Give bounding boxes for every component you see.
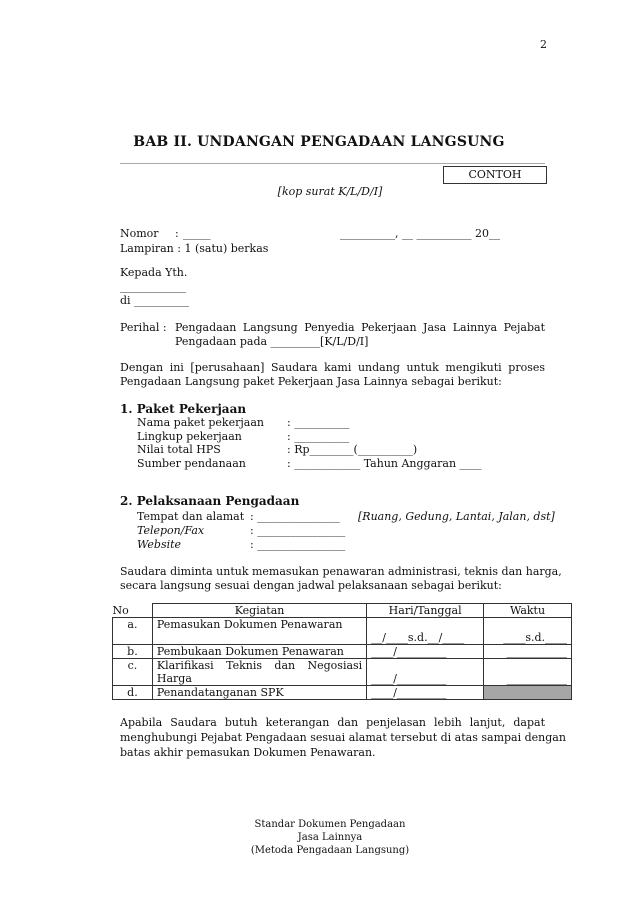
table-row (113, 686, 572, 700)
s2-note-0: [Ruang, Gedung, Lantai, Jalan, dst] (358, 510, 555, 523)
table-row (113, 618, 572, 645)
kepada-line3: di __________ (120, 294, 190, 307)
s1-label-3: Sumber pendanaan (137, 457, 246, 470)
th-kegiatan: Kegiatan (152, 604, 366, 618)
section2-heading: 2. Pelaksanaan Pengadaan (120, 494, 300, 508)
row-kegiatan: Pemasukan Dokumen Penawaran (152, 618, 366, 645)
kepada-line2: ____________ (120, 280, 186, 293)
perihal-line2: Pengadaan pada _________[K/L/D/I] (175, 335, 369, 348)
lampiran: Lampiran : 1 (satu) berkas (120, 242, 269, 255)
row-kegiatan: Pembukaan Dokumen Penawaran (152, 645, 366, 659)
footer (0, 818, 638, 857)
schedule-table (112, 603, 572, 700)
page-number: 2 (540, 38, 547, 51)
row-tanggal: ____/_________ (367, 686, 484, 700)
row-waktu: ___________ (484, 659, 572, 686)
nomor-sep: : (175, 227, 179, 240)
row-kegiatan (152, 659, 366, 686)
nomor-label: Nomor (120, 227, 159, 240)
footer-line2: Jasa Lainnya (297, 832, 363, 843)
page-title: BAB II. UNDANGAN PENGADAAN LANGSUNG (133, 134, 505, 150)
closing-line1: Apabila Saudara butuh keterangan dan penjelasan lebih lanjut, dapat (120, 716, 545, 729)
s1-label-2: Nilai total HPS (137, 443, 221, 456)
s1-value-3: : ____________ Tahun Anggaran ____ (287, 457, 482, 470)
table-header-row (113, 604, 572, 618)
s2-label-1: Telepon/Fax (137, 524, 205, 537)
letter-date: __________, __ __________ 20__ (340, 227, 500, 240)
s2-value-1: : ________________ (250, 524, 346, 537)
intro-line2: Pengadaan Langsung paket Pekerjaan Jasa Lainnya sebagai berikut: (120, 375, 502, 388)
perihal-label: Perihal : (120, 321, 167, 334)
perihal-line1: Pengadaan Langsung Penyedia Pekerjaan Jasa Lainnya Pejabat (175, 321, 545, 334)
section1-heading: 1. Paket Pekerjaan (120, 402, 247, 416)
s1-value-1: : __________ (287, 430, 350, 443)
intro-line1: Dengan ini [perusahaan] Saudara kami undang untuk mengikuti proses (120, 361, 545, 374)
nomor-value: _____ (183, 227, 211, 240)
s1-label-0: Nama paket pekerjaan (137, 416, 264, 429)
row-kegiatan-line1: Klarifikasi Teknis dan Negosiasi (156, 659, 363, 672)
kepada-line1: Kepada Yth. (120, 266, 188, 279)
footer-line3: (Metoda Pengadaan Langsung) (250, 845, 410, 856)
row-no: a. (113, 618, 153, 645)
row-no: b. (113, 645, 153, 659)
row-waktu: ____s.d.____ (484, 618, 572, 645)
th-waktu: Waktu (484, 604, 572, 618)
row-no: d. (113, 686, 153, 700)
title-divider (120, 163, 545, 164)
closing-line3: batas akhir pemasukan Dokumen Penawaran. (120, 746, 376, 759)
contoh-box: CONTOH (443, 166, 547, 184)
th-no: No (113, 604, 153, 618)
row-no: c. (113, 659, 153, 686)
th-tanggal: Hari/Tanggal (367, 604, 484, 618)
kop-surat: [kop surat K/L/D/I] (277, 185, 383, 198)
s1-value-2: : Rp________(__________) (287, 443, 418, 456)
row-tanggal: ____/_________ (367, 645, 484, 659)
s2-value-2: : ________________ (250, 538, 346, 551)
footer-line1: Standar Dokumen Pengadaan (254, 819, 406, 830)
s2-value-0: : _______________ (250, 510, 340, 523)
s2-label-0: Tempat dan alamat (137, 510, 245, 523)
s2-label-2: Website (137, 538, 182, 551)
row-kegiatan-line2: Harga (156, 672, 192, 685)
request-line1: Saudara diminta untuk memasukan penawaran administrasi, teknis dan harga, (120, 565, 562, 578)
row-waktu: ___________ (484, 645, 572, 659)
s1-value-0: : __________ (287, 416, 350, 429)
request-line2: secara langsung sesuai dengan jadwal pelaksanaan sebagai berikut: (120, 579, 502, 592)
row-tanggal: __/____s.d.__/____ (367, 618, 484, 645)
closing-line2: menghubungi Pejabat Pengadaan sesuai alamat tersebut di atas sampai dengan (120, 731, 566, 744)
row-kegiatan: Penandatanganan SPK (152, 686, 366, 700)
table-row (113, 645, 572, 659)
row-tanggal: ____/_________ (367, 659, 484, 686)
table-row (113, 659, 572, 686)
row-waktu-shaded (484, 686, 572, 700)
s1-label-1: Lingkup pekerjaan (137, 430, 242, 443)
